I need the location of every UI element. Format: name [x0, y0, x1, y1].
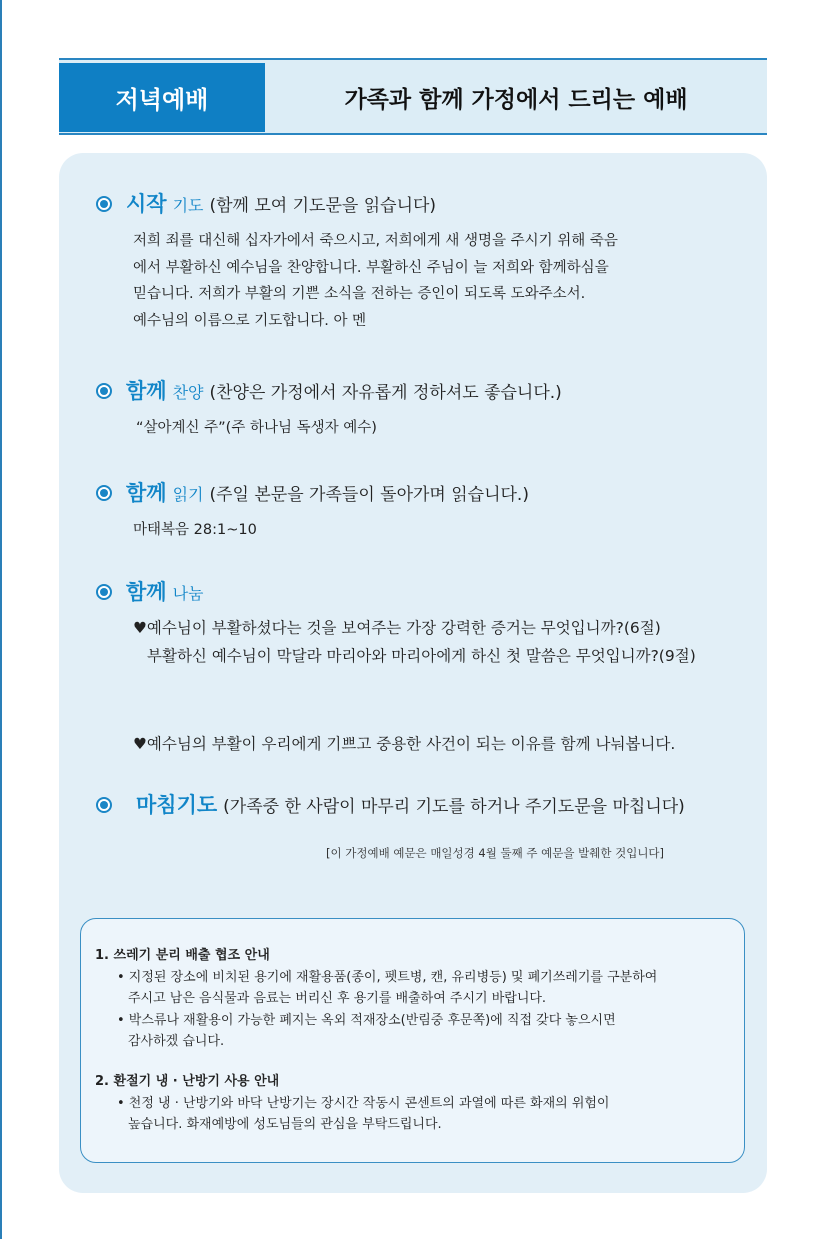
prayer-line: 믿습니다. 저희가 부활의 기쁜 소식을 전하는 증인이 되도록 도와주소서.	[133, 286, 586, 302]
page-title: 가족과 함께 가정에서 드리는 예배	[344, 87, 688, 113]
question-item: 부활하신 예수님이 막달라 마리아와 마리아에게 하신 첫 말씀은 무엇입니까?(9절)	[147, 647, 696, 665]
section-opening-prayer	[96, 188, 618, 334]
notice-line: 감사하겠 습니다.	[128, 1034, 225, 1049]
section-sharing	[96, 576, 204, 606]
section-subtitle: 읽기	[172, 485, 204, 504]
prayer-line: 예수님의 이름으로 기도합니다. 아 멘	[133, 312, 367, 329]
prayer-text	[133, 228, 618, 334]
section-heading	[96, 789, 685, 819]
target-bullet-icon	[96, 196, 112, 212]
notice-title: 1. 쓰레기 분리 배출 협조 안내	[95, 948, 270, 963]
notice-line: 주시고 남은 음식물과 음료는 버리신 후 용기를 배출하여 주시기 바랍니다.	[128, 991, 547, 1006]
section-note: (찬양은 가정에서 자유롭게 정하셔도 좋습니다.)	[209, 383, 562, 403]
announcement-box	[80, 918, 745, 1163]
section-title: 함께	[126, 379, 167, 403]
target-bullet-icon	[96, 584, 112, 600]
section-title: 시작	[126, 192, 167, 216]
hymn-title: “살아계신 주”(주 하나님 독생자 예수)	[136, 420, 377, 436]
section-heading	[96, 576, 204, 606]
notice-line: • 천정 냉 · 난방기와 바닥 난방기는 장시간 작동시 콘센트의 과열에 따른 화재의 위험이	[117, 1095, 610, 1111]
scripture-reference: 마태복음 28:1~10	[133, 522, 257, 538]
section-subtitle: 기도	[172, 196, 204, 215]
prayer-line: 에서 부활하신 예수님을 찬양합니다. 부활하신 주님이 늘 저희와 함께하심을	[133, 259, 609, 276]
notice-line: • 지정된 장소에 비치된 용기에 재활용품(종이, 펫트병, 캔, 유리병등) 및 폐기쓰레기를 구분하여	[117, 969, 658, 985]
section-title: 마침기도	[136, 793, 218, 817]
page-edge-line	[0, 0, 2, 1239]
section-note: (함께 모여 기도문을 읽습니다)	[209, 196, 437, 216]
notice-title: 2. 환절기 냉 · 난방기 사용 안내	[95, 1074, 280, 1089]
section-note: (주일 본문을 가족들이 돌아가며 읽습니다.)	[209, 485, 529, 505]
section-subtitle: 나눔	[172, 584, 204, 603]
section-praise	[96, 375, 562, 442]
source-footnote: [이 가정예배 예문은 매일성경 4월 둘째 주 예문을 발췌한 것입니다]	[326, 846, 665, 860]
section-title: 함께	[126, 580, 167, 604]
target-bullet-icon	[96, 797, 112, 813]
notice-item	[95, 1071, 610, 1136]
service-tag: 저녁예배	[59, 63, 265, 132]
notice-item	[95, 945, 657, 1053]
question-item: ♥예수님이 부활하셨다는 것을 보여주는 가장 강력한 증거는 무엇입니까?(6절)	[133, 619, 661, 637]
notice-line: 높습니다. 화재예방에 성도님들의 관심을 부탁드립니다.	[128, 1117, 442, 1132]
section-note: (가족중 한 사람이 마무리 기도를 하거나 주기도문을 마칩니다)	[223, 797, 685, 817]
sharing-questions	[133, 614, 696, 670]
section-heading	[96, 375, 562, 405]
notice-line: • 박스류나 재활용이 가능한 폐지는 옥외 적재장소(반림중 후문쪽)에 직접 갖다 놓으시면	[117, 1012, 616, 1028]
section-heading	[96, 188, 618, 218]
target-bullet-icon	[96, 383, 112, 399]
page-header	[59, 58, 767, 135]
section-reading	[96, 477, 529, 544]
target-bullet-icon	[96, 485, 112, 501]
section-subtitle: 찬양	[172, 383, 204, 402]
section-closing-prayer	[96, 789, 685, 819]
section-heading	[96, 477, 529, 507]
prayer-line: 저희 죄를 대신해 십자가에서 죽으시고, 저희에게 새 생명을 주시기 위해 죽음	[133, 233, 618, 249]
question-item: ♥예수님의 부활이 우리에게 기쁘고 중용한 사건이 되는 이유를 함께 나눠봅니다.	[133, 735, 676, 753]
section-title: 함께	[126, 481, 167, 505]
